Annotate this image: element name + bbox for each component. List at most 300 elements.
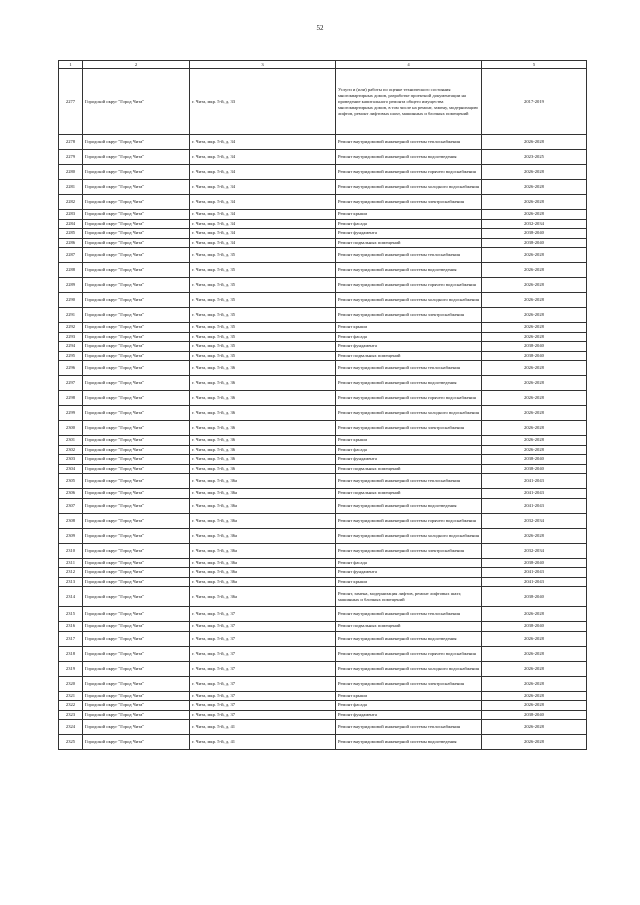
cell-municipality: Городской округ "Город Чита" [83, 646, 190, 661]
cell-work-type: Услуги и (или) работы по оценке технического состояния многоквартирных домов, разработке проектной документации на проведение капитального ремонта общего имущества многоквартирных домов, в том числе на ремонт, замену, модернизацию лифтов, ремонт лифтовых шахт, машинных и блочных помещений [336, 69, 482, 135]
cell-address: г. Чита, мкр. 5-й, д. 36 [190, 455, 336, 465]
cell-address: г. Чита, мкр. 5-й, д. 36а [190, 543, 336, 558]
cell-row-number: 2307 [59, 498, 83, 513]
cell-municipality: Городской округ "Город Чита" [83, 661, 190, 676]
cell-work-type: Ремонт внутридомовой инженерной системы горячего водоснабжения [336, 165, 482, 180]
cell-address: г. Чита, мкр. 5-й, д. 36 [190, 421, 336, 436]
cell-municipality: Городской округ "Город Чита" [83, 342, 190, 352]
cell-row-number: 2300 [59, 421, 83, 436]
cell-address: г. Чита, мкр. 5-й, д. 35 [190, 351, 336, 361]
cell-row-number: 2302 [59, 445, 83, 455]
table-row [59, 293, 587, 308]
cell-row-number: 2311 [59, 558, 83, 568]
table-row [59, 631, 587, 646]
cell-period: 2026-2028 [482, 376, 587, 391]
table-row [59, 455, 587, 465]
cell-row-number: 2282 [59, 195, 83, 210]
cell-municipality: Городской округ "Город Чита" [83, 676, 190, 691]
cell-municipality: Городской округ "Город Чита" [83, 219, 190, 229]
cell-period: 2026-2028 [482, 701, 587, 711]
cell-row-number: 2281 [59, 180, 83, 195]
table-row [59, 587, 587, 607]
cell-period: 2032-2034 [482, 513, 587, 528]
table-row [59, 195, 587, 210]
table-row [59, 351, 587, 361]
cell-work-type: Ремонт внутридомовой инженерной системы электроснабжения [336, 195, 482, 210]
table-row [59, 219, 587, 229]
cell-work-type: Ремонт крыши [336, 210, 482, 220]
cell-period: 2026-2028 [482, 720, 587, 735]
cell-address: г. Чита, мкр. 5-й, д. 34 [190, 180, 336, 195]
table-row [59, 513, 587, 528]
cell-municipality: Городской округ "Город Чита" [83, 332, 190, 342]
cell-municipality: Городской округ "Город Чита" [83, 558, 190, 568]
cell-row-number: 2289 [59, 278, 83, 293]
cell-period: 2026-2028 [482, 631, 587, 646]
cell-work-type: Ремонт внутридомовой инженерной системы водоотведения [336, 498, 482, 513]
cell-period: 2026-2028 [482, 210, 587, 220]
cell-work-type: Ремонт внутридомовой инженерной системы горячего водоснабжения [336, 391, 482, 406]
cell-row-number: 2317 [59, 631, 83, 646]
cell-period: 2026-2028 [482, 607, 587, 622]
cell-municipality: Городской округ "Город Чита" [83, 351, 190, 361]
cell-work-type: Ремонт внутридомовой инженерной системы электроснабжения [336, 676, 482, 691]
cell-row-number: 2277 [59, 69, 83, 135]
cell-row-number: 2293 [59, 332, 83, 342]
table-row [59, 622, 587, 632]
cell-address: г. Чита, мкр. 5-й, д. 36а [190, 528, 336, 543]
cell-row-number: 2325 [59, 735, 83, 750]
cell-row-number: 2309 [59, 528, 83, 543]
cell-municipality: Городской округ "Город Чита" [83, 361, 190, 376]
cell-work-type: Ремонт внутридомовой инженерной системы водоотведения [336, 631, 482, 646]
cell-work-type: Ремонт внутридомовой инженерной системы водоотведения [336, 735, 482, 750]
table-row [59, 210, 587, 220]
cell-period: 2026-2028 [482, 691, 587, 701]
cell-work-type: Ремонт внутридомовой инженерной системы горячего водоснабжения [336, 278, 482, 293]
cell-address: г. Чита, мкр. 5-й, д. 36а [190, 489, 336, 499]
cell-period: 2026-2028 [482, 646, 587, 661]
cell-row-number: 2315 [59, 607, 83, 622]
table-row [59, 376, 587, 391]
cell-address: г. Чита, мкр. 5-й, д. 41 [190, 720, 336, 735]
cell-period: 2041-2043 [482, 568, 587, 578]
cell-address: г. Чита, мкр. 5-й, д. 36а [190, 474, 336, 489]
cell-address: г. Чита, мкр. 5-й, д. 37 [190, 701, 336, 711]
cell-row-number: 2286 [59, 238, 83, 248]
cell-row-number: 2323 [59, 710, 83, 720]
cell-municipality: Городской округ "Город Чита" [83, 720, 190, 735]
cell-municipality: Городской округ "Город Чита" [83, 489, 190, 499]
cell-period: 2032-2034 [482, 219, 587, 229]
table-row [59, 248, 587, 263]
cell-municipality: Городской округ "Город Чита" [83, 406, 190, 421]
cell-address: г. Чита, мкр. 5-й, д. 36а [190, 558, 336, 568]
cell-work-type: Ремонт внутридомовой инженерной системы горячего водоснабжения [336, 513, 482, 528]
cell-municipality: Городской округ "Город Чита" [83, 691, 190, 701]
cell-work-type: Ремонт крыши [336, 436, 482, 446]
cell-address: г. Чита, мкр. 5-й, д. 35 [190, 342, 336, 352]
cell-work-type: Ремонт фасада [336, 558, 482, 568]
cell-work-type: Ремонт крыши [336, 323, 482, 333]
table-row [59, 342, 587, 352]
table-row [59, 436, 587, 446]
cell-municipality: Городской округ "Город Чита" [83, 376, 190, 391]
cell-period: 2026-2028 [482, 661, 587, 676]
header-cell: 5 [482, 61, 587, 69]
cell-work-type: Ремонт фундамента [336, 342, 482, 352]
cell-period: 2017-2019 [482, 69, 587, 135]
header-cell: 1 [59, 61, 83, 69]
cell-work-type: Ремонт подвальных помещений [336, 622, 482, 632]
capital-repair-table [58, 60, 587, 750]
cell-municipality: Городской округ "Город Чита" [83, 195, 190, 210]
table-row [59, 445, 587, 455]
cell-work-type: Ремонт внутридомовой инженерной системы электроснабжения [336, 543, 482, 558]
table-row [59, 720, 587, 735]
cell-address: г. Чита, мкр. 5-й, д. 37 [190, 710, 336, 720]
header-cell: 4 [336, 61, 482, 69]
cell-work-type: Ремонт внутридомовой инженерной системы электроснабжения [336, 308, 482, 323]
cell-address: г. Чита, мкр. 5-й, д. 36 [190, 436, 336, 446]
cell-row-number: 2285 [59, 229, 83, 239]
cell-period: 2038-2040 [482, 710, 587, 720]
cell-work-type: Ремонт внутридомовой инженерной системы электроснабжения [336, 421, 482, 436]
cell-work-type: Ремонт подвальных помещений [336, 489, 482, 499]
cell-address: г. Чита, мкр. 5-й, д. 36 [190, 376, 336, 391]
cell-work-type: Ремонт подвальных помещений [336, 238, 482, 248]
cell-work-type: Ремонт фундамента [336, 229, 482, 239]
cell-period: 2026-2028 [482, 332, 587, 342]
cell-address: г. Чита, мкр. 5-й, д. 35 [190, 263, 336, 278]
cell-period: 2026-2028 [482, 293, 587, 308]
cell-period: 2026-2028 [482, 165, 587, 180]
cell-work-type: Ремонт внутридомовой инженерной системы холодного водоснабжения [336, 661, 482, 676]
cell-municipality: Городской округ "Город Чита" [83, 607, 190, 622]
table-row [59, 489, 587, 499]
cell-municipality: Городской округ "Город Чита" [83, 513, 190, 528]
cell-municipality: Городской округ "Город Чита" [83, 180, 190, 195]
table-row [59, 676, 587, 691]
cell-period: 2026-2028 [482, 406, 587, 421]
cell-municipality: Городской округ "Город Чита" [83, 631, 190, 646]
cell-period: 2023-2025 [482, 150, 587, 165]
cell-address: г. Чита, мкр. 5-й, д. 35 [190, 278, 336, 293]
cell-period: 2026-2028 [482, 676, 587, 691]
cell-row-number: 2321 [59, 691, 83, 701]
cell-period: 2041-2043 [482, 498, 587, 513]
cell-address: г. Чита, мкр. 5-й, д. 34 [190, 150, 336, 165]
cell-municipality: Городской округ "Город Чита" [83, 543, 190, 558]
cell-address: г. Чита, мкр. 5-й, д. 35 [190, 323, 336, 333]
table-row [59, 323, 587, 333]
cell-row-number: 2295 [59, 351, 83, 361]
cell-address: г. Чита, мкр. 5-й, д. 41 [190, 735, 336, 750]
cell-municipality: Городской округ "Город Чита" [83, 436, 190, 446]
cell-address: г. Чита, мкр. 5-й, д. 34 [190, 219, 336, 229]
cell-work-type: Ремонт фасада [336, 332, 482, 342]
cell-row-number: 2290 [59, 293, 83, 308]
cell-address: г. Чита, мкр. 5-й, д. 37 [190, 676, 336, 691]
cell-period: 2026-2028 [482, 248, 587, 263]
table-body [59, 61, 587, 750]
cell-municipality: Городской округ "Город Чита" [83, 69, 190, 135]
cell-period: 2041-2043 [482, 489, 587, 499]
cell-row-number: 2303 [59, 455, 83, 465]
table-row [59, 661, 587, 676]
cell-row-number: 2297 [59, 376, 83, 391]
cell-row-number: 2287 [59, 248, 83, 263]
cell-municipality: Городской округ "Город Чита" [83, 150, 190, 165]
cell-period: 2032-2034 [482, 543, 587, 558]
cell-row-number: 2304 [59, 464, 83, 474]
cell-work-type: Ремонт внутридомовой инженерной системы теплоснабжения [336, 248, 482, 263]
cell-municipality: Городской округ "Город Чита" [83, 464, 190, 474]
header-cell: 3 [190, 61, 336, 69]
cell-municipality: Городской округ "Город Чита" [83, 622, 190, 632]
cell-row-number: 2306 [59, 489, 83, 499]
table-row [59, 278, 587, 293]
cell-row-number: 2305 [59, 474, 83, 489]
cell-period: 2026-2028 [482, 180, 587, 195]
table-row [59, 568, 587, 578]
cell-address: г. Чита, мкр. 5-й, д. 34 [190, 135, 336, 150]
cell-row-number: 2298 [59, 391, 83, 406]
cell-municipality: Городской округ "Город Чита" [83, 238, 190, 248]
table-row [59, 229, 587, 239]
cell-row-number: 2283 [59, 210, 83, 220]
cell-work-type: Ремонт внутридомовой инженерной системы горячего водоснабжения [336, 646, 482, 661]
cell-row-number: 2291 [59, 308, 83, 323]
cell-address: г. Чита, мкр. 5-й, д. 36 [190, 391, 336, 406]
cell-work-type: Ремонт крыши [336, 691, 482, 701]
cell-municipality: Городской округ "Город Чита" [83, 587, 190, 607]
table-row [59, 180, 587, 195]
cell-row-number: 2278 [59, 135, 83, 150]
cell-row-number: 2294 [59, 342, 83, 352]
cell-row-number: 2284 [59, 219, 83, 229]
table-row [59, 735, 587, 750]
table-row [59, 165, 587, 180]
cell-row-number: 2310 [59, 543, 83, 558]
cell-address: г. Чита, мкр. 5-й, д. 35 [190, 308, 336, 323]
cell-municipality: Городской округ "Город Чита" [83, 474, 190, 489]
cell-address: г. Чита, мкр. 5-й, д. 34 [190, 238, 336, 248]
cell-address: г. Чита, мкр. 5-й, д. 36 [190, 406, 336, 421]
cell-work-type: Ремонт внутридомовой инженерной системы теплоснабжения [336, 474, 482, 489]
cell-row-number: 2316 [59, 622, 83, 632]
table-row [59, 498, 587, 513]
cell-address: г. Чита, мкр. 5-й, д. 36а [190, 498, 336, 513]
cell-row-number: 2299 [59, 406, 83, 421]
cell-row-number: 2314 [59, 587, 83, 607]
cell-municipality: Городской округ "Город Чита" [83, 577, 190, 587]
cell-period: 2038-2040 [482, 351, 587, 361]
cell-row-number: 2279 [59, 150, 83, 165]
cell-address: г. Чита, мкр. 5-й, д. 34 [190, 210, 336, 220]
cell-row-number: 2292 [59, 323, 83, 333]
table-row [59, 421, 587, 436]
header-cell: 2 [83, 61, 190, 69]
table-row [59, 150, 587, 165]
table-row [59, 406, 587, 421]
cell-period: 2026-2028 [482, 445, 587, 455]
cell-period: 2041-2043 [482, 577, 587, 587]
table-row [59, 543, 587, 558]
cell-address: г. Чита, мкр. 5-й, д. 36 [190, 361, 336, 376]
cell-work-type: Ремонт фундамента [336, 568, 482, 578]
cell-row-number: 2322 [59, 701, 83, 711]
table-header-row [59, 61, 587, 69]
cell-period: 2038-2040 [482, 558, 587, 568]
cell-period: 2026-2028 [482, 421, 587, 436]
cell-municipality: Городской округ "Город Чита" [83, 568, 190, 578]
cell-row-number: 2296 [59, 361, 83, 376]
cell-work-type: Ремонт фасада [336, 445, 482, 455]
cell-period: 2026-2028 [482, 323, 587, 333]
table-row [59, 577, 587, 587]
cell-municipality: Городской округ "Город Чита" [83, 455, 190, 465]
cell-municipality: Городской округ "Город Чита" [83, 263, 190, 278]
table-row [59, 646, 587, 661]
cell-period: 2026-2028 [482, 195, 587, 210]
cell-address: г. Чита, мкр. 5-й, д. 37 [190, 622, 336, 632]
table-row [59, 332, 587, 342]
cell-period: 2026-2028 [482, 391, 587, 406]
table-row [59, 238, 587, 248]
cell-work-type: Ремонт внутридомовой инженерной системы теплоснабжения [336, 361, 482, 376]
cell-period: 2026-2028 [482, 263, 587, 278]
cell-municipality: Городской округ "Город Чита" [83, 421, 190, 436]
cell-municipality: Городской округ "Город Чита" [83, 323, 190, 333]
cell-period: 2038-2040 [482, 464, 587, 474]
cell-municipality: Городской округ "Город Чита" [83, 135, 190, 150]
cell-municipality: Городской округ "Город Чита" [83, 735, 190, 750]
table-row [59, 701, 587, 711]
cell-address: г. Чита, мкр. 5-й, д. 36 [190, 445, 336, 455]
cell-row-number: 2318 [59, 646, 83, 661]
cell-period: 2026-2028 [482, 528, 587, 543]
cell-address: г. Чита, мкр. 5-й, д. 36а [190, 577, 336, 587]
cell-work-type: Ремонт крыши [336, 577, 482, 587]
cell-address: г. Чита, мкр. 5-й, д. 35 [190, 248, 336, 263]
cell-row-number: 2320 [59, 676, 83, 691]
cell-period: 2041-2043 [482, 474, 587, 489]
cell-municipality: Городской округ "Город Чита" [83, 528, 190, 543]
cell-period: 2026-2028 [482, 135, 587, 150]
cell-row-number: 2312 [59, 568, 83, 578]
cell-work-type: Ремонт внутридомовой инженерной системы водоотведения [336, 263, 482, 278]
cell-row-number: 2308 [59, 513, 83, 528]
cell-work-type: Ремонт, замена, модернизация лифтов, ремонт лифтовых шахт, машинных и блочных помещений [336, 587, 482, 607]
table-row [59, 308, 587, 323]
cell-period: 2038-2040 [482, 342, 587, 352]
table-row [59, 474, 587, 489]
cell-period: 2038-2040 [482, 238, 587, 248]
cell-municipality: Городской округ "Город Чита" [83, 248, 190, 263]
table-row [59, 710, 587, 720]
cell-address: г. Чита, мкр. 5-й, д. 36а [190, 587, 336, 607]
cell-address: г. Чита, мкр. 5-й, д. 37 [190, 631, 336, 646]
table-row [59, 464, 587, 474]
cell-row-number: 2319 [59, 661, 83, 676]
cell-row-number: 2301 [59, 436, 83, 446]
cell-address: г. Чита, мкр. 5-й, д. 33 [190, 69, 336, 135]
cell-work-type: Ремонт фасада [336, 701, 482, 711]
cell-municipality: Городской округ "Город Чита" [83, 308, 190, 323]
table-row [59, 135, 587, 150]
cell-work-type: Ремонт фасада [336, 219, 482, 229]
cell-municipality: Городской округ "Город Чита" [83, 293, 190, 308]
cell-address: г. Чита, мкр. 5-й, д. 37 [190, 691, 336, 701]
table-row [59, 69, 587, 135]
cell-address: г. Чита, мкр. 5-й, д. 37 [190, 661, 336, 676]
cell-work-type: Ремонт внутридомовой инженерной системы холодного водоснабжения [336, 293, 482, 308]
cell-municipality: Городской округ "Город Чита" [83, 210, 190, 220]
cell-municipality: Городской округ "Город Чита" [83, 229, 190, 239]
cell-work-type: Ремонт внутридомовой инженерной системы теплоснабжения [336, 720, 482, 735]
cell-period: 2026-2028 [482, 361, 587, 376]
table-row [59, 391, 587, 406]
table-row [59, 558, 587, 568]
page-number: 52 [316, 24, 324, 32]
cell-work-type: Ремонт внутридомовой инженерной системы водоотведения [336, 376, 482, 391]
cell-period: 2026-2028 [482, 308, 587, 323]
cell-municipality: Городской округ "Город Чита" [83, 278, 190, 293]
table-row [59, 607, 587, 622]
cell-row-number: 2288 [59, 263, 83, 278]
cell-municipality: Городской округ "Город Чита" [83, 165, 190, 180]
cell-work-type: Ремонт подвальных помещений [336, 351, 482, 361]
cell-address: г. Чита, мкр. 5-й, д. 36а [190, 568, 336, 578]
cell-address: г. Чита, мкр. 5-й, д. 35 [190, 332, 336, 342]
cell-row-number: 2324 [59, 720, 83, 735]
cell-municipality: Городской округ "Город Чита" [83, 498, 190, 513]
cell-period: 2026-2028 [482, 436, 587, 446]
cell-row-number: 2313 [59, 577, 83, 587]
cell-period: 2038-2040 [482, 455, 587, 465]
cell-period: 2026-2028 [482, 735, 587, 750]
cell-period: 2038-2040 [482, 229, 587, 239]
cell-address: г. Чита, мкр. 5-й, д. 36а [190, 513, 336, 528]
cell-address: г. Чита, мкр. 5-й, д. 37 [190, 646, 336, 661]
cell-address: г. Чита, мкр. 5-й, д. 34 [190, 195, 336, 210]
cell-work-type: Ремонт внутридомовой инженерной системы холодного водоснабжения [336, 406, 482, 421]
table-row [59, 263, 587, 278]
cell-period: 2038-2040 [482, 587, 587, 607]
cell-work-type: Ремонт подвальных помещений [336, 464, 482, 474]
cell-municipality: Городской округ "Город Чита" [83, 391, 190, 406]
cell-work-type: Ремонт внутридомовой инженерной системы теплоснабжения [336, 135, 482, 150]
cell-work-type: Ремонт фундамента [336, 455, 482, 465]
cell-work-type: Ремонт внутридомовой инженерной системы холодного водоснабжения [336, 528, 482, 543]
cell-address: г. Чита, мкр. 5-й, д. 36 [190, 464, 336, 474]
cell-work-type: Ремонт внутридомовой инженерной системы теплоснабжения [336, 607, 482, 622]
table-row [59, 691, 587, 701]
cell-municipality: Городской округ "Город Чита" [83, 701, 190, 711]
table-row [59, 528, 587, 543]
cell-address: г. Чита, мкр. 5-й, д. 34 [190, 165, 336, 180]
cell-municipality: Городской округ "Город Чита" [83, 710, 190, 720]
cell-period: 2026-2028 [482, 278, 587, 293]
cell-work-type: Ремонт внутридомовой инженерной системы холодного водоснабжения [336, 180, 482, 195]
cell-municipality: Городской округ "Город Чита" [83, 445, 190, 455]
cell-work-type: Ремонт фундамента [336, 710, 482, 720]
table-row [59, 361, 587, 376]
cell-period: 2038-2040 [482, 622, 587, 632]
cell-address: г. Чита, мкр. 5-й, д. 37 [190, 607, 336, 622]
cell-address: г. Чита, мкр. 5-й, д. 35 [190, 293, 336, 308]
